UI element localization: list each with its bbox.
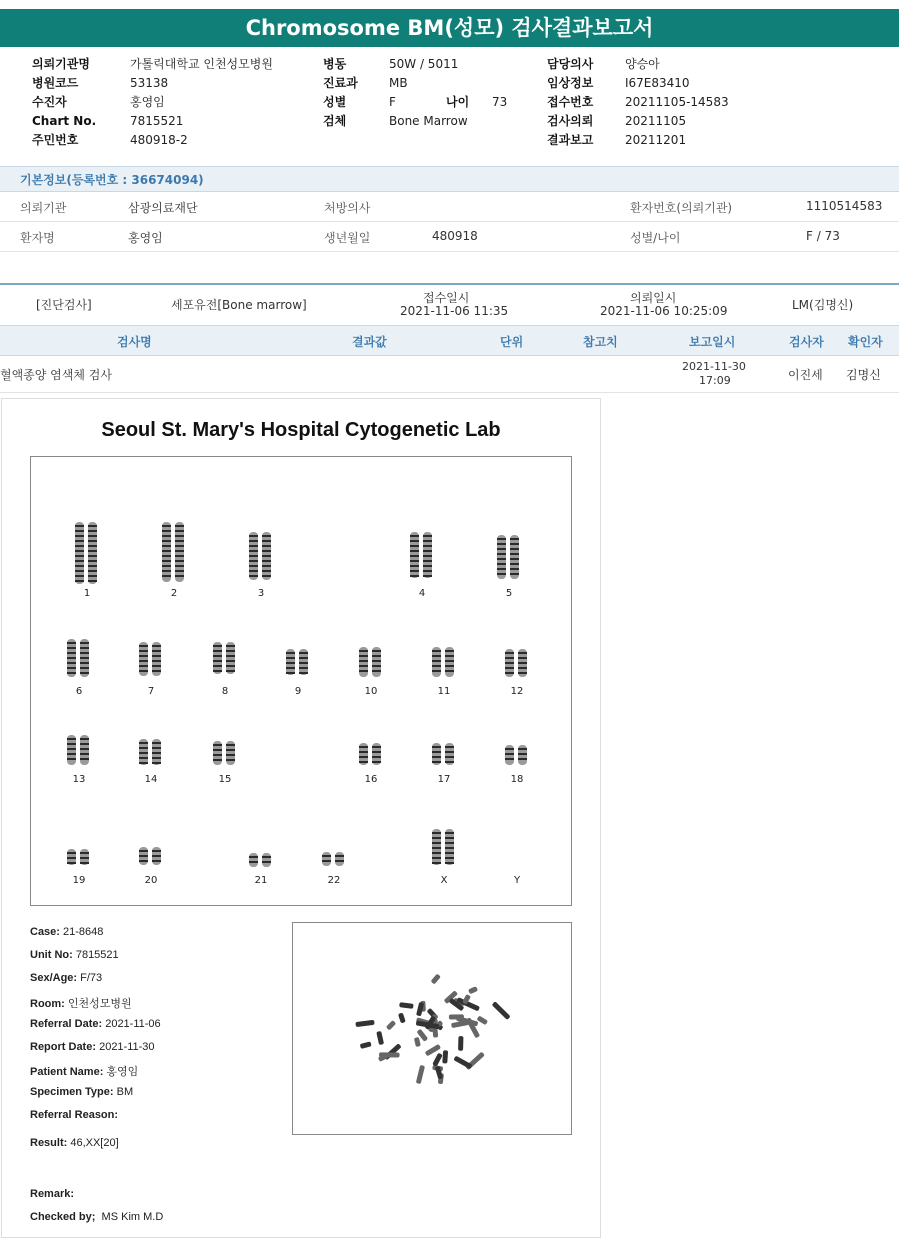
age-label: 나이: [446, 95, 470, 109]
chromosome-2-1: [162, 522, 171, 582]
resident-no-value: 480918-2: [130, 133, 188, 147]
chromosome-12-1: [505, 649, 514, 677]
resident-no-label: 주민번호: [32, 133, 79, 147]
chromosome-13-1: [67, 735, 76, 765]
accession-value: 20211105-14583: [625, 95, 729, 109]
sex-age-value: F / 73: [806, 229, 840, 243]
sex-label: 성별: [323, 95, 347, 109]
reason-line: [30, 1109, 118, 1121]
hospital-label: 의뢰기관명: [32, 57, 90, 71]
metaphase-chromosome: [360, 1041, 372, 1049]
header-col3-values: [625, 55, 729, 150]
hospital-code-value: 53138: [130, 76, 169, 90]
sexage-value: F/73: [80, 972, 103, 984]
chromosome-label-12: 12: [510, 686, 524, 697]
patientname-value: 홍영임: [106, 1066, 139, 1078]
case-value: 21-8648: [63, 926, 104, 938]
chromosome-14-1: [139, 739, 148, 765]
case-line: [30, 926, 103, 938]
chromosome-18-2: [518, 745, 527, 765]
report-date-cell: 2021-11-30: [682, 360, 746, 373]
chromosome-label-1: 1: [83, 588, 91, 599]
specimen-label: 검체: [323, 114, 347, 128]
tester-cell: 이진세: [788, 368, 823, 382]
chromosome-2-2: [175, 522, 184, 582]
chromosome-label-16: 16: [364, 774, 378, 785]
patient-value: 홍영임: [130, 95, 165, 109]
chromosome-label-17: 17: [437, 774, 451, 785]
chromosome-label-14: 14: [144, 774, 158, 785]
col-unit: 단위: [500, 335, 524, 349]
chromosome-1-2: [88, 522, 97, 584]
chromosome-7-2: [152, 642, 161, 676]
chromosome-15-1: [213, 741, 222, 765]
report-title: Chromosome BM(성모) 검사결과보고서: [0, 9, 899, 47]
chromosome-5-2: [510, 535, 519, 579]
chromosome-label-X: X: [440, 875, 448, 886]
patient-name-label: 환자명: [20, 231, 55, 245]
metaphase-svg: [293, 923, 571, 1134]
karyotype-report: [1, 398, 601, 1238]
chromosome-19-1: [67, 849, 76, 865]
chromosome-label-15: 15: [218, 774, 232, 785]
lab-title: Seoul St. Mary's Hospital Cytogenetic Lab: [101, 419, 501, 441]
chromosome-20-2: [152, 847, 161, 865]
checked-label: Checked by;: [30, 1211, 96, 1223]
patient-name-value: 홍영임: [128, 231, 163, 245]
referral-label: Referral Date:: [30, 1018, 103, 1030]
chromosome-19-2: [80, 849, 89, 865]
chromosome-label-3: 3: [257, 588, 265, 599]
chart-no-label: Chart No.: [32, 114, 97, 128]
remark-label: Remark:: [30, 1188, 75, 1200]
patient-no-label: 환자번호(의뢰기관): [630, 201, 733, 215]
chromosome-18-1: [505, 745, 514, 765]
unit-value: 7815521: [75, 949, 119, 961]
metaphase-chromosome: [355, 1020, 374, 1027]
doctor-value: 양승아: [625, 57, 660, 71]
reportdate-label: Report Date:: [30, 1041, 97, 1053]
age-value: 73: [492, 95, 508, 109]
hospital-value: 가톨릭대학교 인천성모병원: [130, 57, 273, 71]
chromosome-21-1: [249, 853, 258, 867]
metaphase-chromosome: [458, 1036, 463, 1051]
metaphase-chromosome: [414, 1037, 421, 1047]
chromosome-6-1: [67, 639, 76, 677]
table-header: [0, 325, 899, 356]
patientname-line: [30, 1063, 138, 1079]
chromosome-label-19: 19: [72, 875, 86, 886]
chromosome-9-2: [299, 649, 308, 675]
metaphase-chromosome: [416, 1065, 425, 1084]
chromosome-16-1: [359, 743, 368, 765]
prescriber-label: 처방의사: [324, 201, 371, 215]
chromosome-label-5: 5: [505, 588, 513, 599]
result-value: 46,XX[20]: [70, 1137, 119, 1149]
chromosome-3-1: [249, 532, 258, 580]
referral-value: 2021-11-06: [105, 1018, 161, 1030]
reason-label: Referral Reason:: [30, 1109, 119, 1121]
report-date-label: 결과보고: [547, 133, 594, 147]
karyogram: [30, 456, 572, 906]
metaphase-chromosome: [386, 1020, 396, 1031]
birthdate-label: 생년월일: [324, 231, 371, 245]
chromosome-15-2: [226, 741, 235, 765]
referral-line: [30, 1018, 161, 1030]
chromosome-9-1: [286, 649, 295, 675]
col-test-name: 검사명: [117, 335, 152, 349]
unit-label: Unit No:: [30, 949, 73, 961]
section-divider: [0, 283, 899, 285]
chromosome-12-2: [518, 649, 527, 677]
header-col1: [32, 55, 96, 150]
room-value: 인천성모병원: [67, 998, 132, 1010]
diag-type: [진단검사]: [36, 298, 92, 312]
institution-value: 삼광의료재단: [128, 201, 198, 215]
chromosome-11-2: [445, 647, 454, 677]
requested-label: 의뢰일시: [630, 291, 677, 305]
chromosome-label-11: 11: [437, 686, 451, 697]
result-line: [30, 1137, 119, 1149]
patientname-label: Patient Name:: [30, 1066, 104, 1078]
diag-test: 세포유전[Bone marrow]: [171, 298, 307, 312]
patient-no-value: 1110514583: [806, 199, 883, 213]
clinical-info-label: 임상정보: [547, 76, 594, 90]
chromosome-5-1: [497, 535, 506, 579]
basic-info-title: 기본정보(등록번호 : 36674094): [20, 173, 204, 187]
chromosome-label-18: 18: [510, 774, 524, 785]
table-row[interactable]: [0, 355, 899, 393]
specimen-value: Bone Marrow: [389, 114, 468, 128]
chromosome-4-1: [410, 532, 419, 578]
request-date-label: 검사의뢰: [547, 114, 594, 128]
hospital-code-label: 병원코드: [32, 76, 79, 90]
chromosome-22-2: [335, 852, 344, 866]
report-time-cell: 17:09: [699, 374, 731, 387]
reportdate-line: [30, 1041, 155, 1053]
room-line: [30, 995, 132, 1011]
accession-label: 접수번호: [547, 95, 594, 109]
basic-row-1: [0, 191, 899, 222]
metaphase-chromosome: [376, 1031, 384, 1045]
result-label: Result:: [30, 1137, 68, 1149]
doctor-label: 담당의사: [547, 57, 594, 71]
chromosome-4-2: [423, 532, 432, 578]
chromosome-11-1: [432, 647, 441, 677]
col-tester: 검사자: [789, 335, 824, 349]
lab-name: LM(김명신): [792, 298, 854, 312]
chromosome-21-2: [262, 853, 271, 867]
header-col2: [323, 55, 358, 131]
checker-cell: 김명신: [846, 368, 881, 382]
chromosome-label-13: 13: [72, 774, 86, 785]
chromosome-label-Y: Y: [513, 875, 521, 886]
report-date-value: 20211201: [625, 133, 687, 147]
institution-label: 의뢰기관: [20, 201, 67, 215]
metaphase-chromosome: [399, 1002, 414, 1009]
metaphase-chromosome: [431, 974, 441, 985]
chromosome-label-6: 6: [75, 686, 83, 697]
chromosome-14-2: [152, 739, 161, 765]
chromosome-X-1: [432, 829, 441, 865]
remark-line: [30, 1188, 74, 1200]
chromosome-10-2: [372, 647, 381, 677]
dept-label: 진료과: [323, 76, 358, 90]
checked-line: [30, 1211, 163, 1223]
sexage-line: [30, 972, 102, 984]
chromosome-label-7: 7: [147, 686, 155, 697]
chromosome-1-1: [75, 522, 84, 584]
chromosome-label-4: 4: [418, 588, 426, 599]
metaphase-chromosome: [398, 1013, 406, 1024]
chromosome-17-1: [432, 743, 441, 765]
sexage-label: Sex/Age:: [30, 972, 78, 984]
chromosome-label-22: 22: [327, 875, 341, 886]
chromosome-20-1: [139, 847, 148, 865]
chromosome-7-1: [139, 642, 148, 676]
header-col1-values: [130, 55, 273, 150]
room-label: Room:: [30, 998, 65, 1010]
metaphase-chromosome: [432, 1053, 443, 1067]
chromosome-label-20: 20: [144, 875, 158, 886]
patient-label: 수진자: [32, 95, 67, 109]
chromosome-17-2: [445, 743, 454, 765]
request-date-value: 20211105: [625, 114, 687, 128]
chromosome-8-1: [213, 642, 222, 674]
metaphase-chromosome: [492, 1001, 511, 1020]
specimen-type-label: Specimen Type:: [30, 1086, 114, 1098]
birthdate-value: 480918: [432, 229, 478, 243]
col-checker: 확인자: [848, 335, 883, 349]
chromosome-22-1: [322, 852, 331, 866]
col-result: 결과값: [352, 335, 387, 349]
test-name-cell: 혈액종양 염색체 검사: [0, 368, 112, 382]
dept-value: MB: [389, 76, 408, 90]
chromosome-label-9: 9: [294, 686, 302, 697]
karyogram-svg: [31, 457, 571, 905]
basic-info-bar: [0, 166, 899, 192]
sex-age-label: 성별/나이: [630, 231, 681, 245]
sex-value: F: [389, 95, 396, 109]
header-col3: [547, 55, 593, 150]
chromosome-label-2: 2: [170, 588, 178, 599]
chromosome-8-2: [226, 642, 235, 674]
chromosome-label-8: 8: [221, 686, 229, 697]
requested-value: 2021-11-06 10:25:09: [600, 304, 728, 318]
unit-line: [30, 949, 119, 961]
col-report-date: 보고일시: [689, 335, 736, 349]
col-reference: 참고치: [583, 335, 618, 349]
received-label: 접수일시: [423, 291, 470, 305]
case-label: Case:: [30, 926, 60, 938]
metaphase-chromosome: [442, 1050, 448, 1063]
ward-label: 병동: [323, 57, 347, 71]
ward-value: 50W / 5011: [389, 57, 459, 71]
chromosome-16-2: [372, 743, 381, 765]
received-value: 2021-11-06 11:35: [400, 304, 509, 318]
chart-no-value: 7815521: [130, 114, 184, 128]
chromosome-13-2: [80, 735, 89, 765]
chromosome-X-2: [445, 829, 454, 865]
reportdate-value: 2021-11-30: [99, 1041, 155, 1053]
checked-value: MS Kim M.D: [101, 1211, 164, 1223]
metaphase-image: [292, 922, 572, 1135]
chromosome-10-1: [359, 647, 368, 677]
chromosome-6-2: [80, 639, 89, 677]
metaphase-chromosome: [477, 1015, 489, 1025]
chromosome-label-10: 10: [364, 686, 378, 697]
metaphase-chromosome: [453, 1056, 472, 1070]
specimen-type-value: BM: [116, 1086, 134, 1098]
chromosome-label-21: 21: [254, 875, 268, 886]
chromosome-3-2: [262, 532, 271, 580]
clinical-info-value: I67E83410: [625, 76, 690, 90]
basic-row-2: [0, 221, 899, 252]
specimen-line: [30, 1086, 133, 1098]
metaphase-chromosome: [468, 986, 478, 994]
